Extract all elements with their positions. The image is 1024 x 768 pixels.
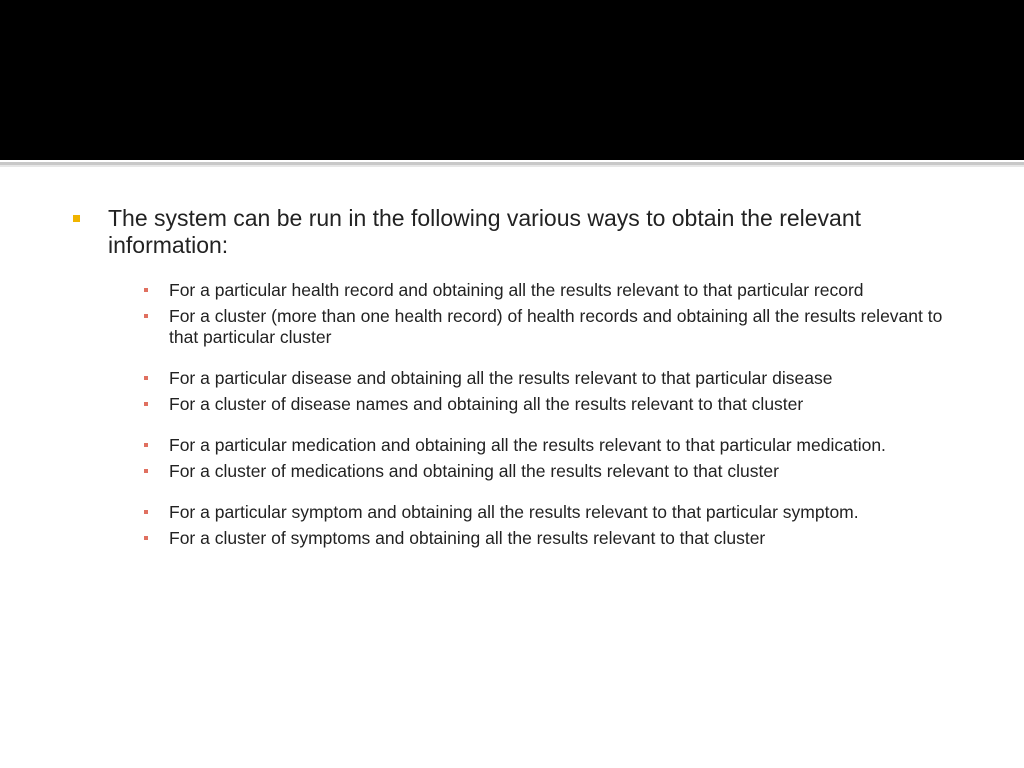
sub-bullet-group-record bbox=[143, 280, 973, 348]
main-bullet-text: The system can be run in the following various ways to obtain the relevant information: bbox=[108, 205, 862, 258]
sub-bullet-text: For a cluster of symptoms and obtaining all the results relevant to that cluster bbox=[169, 528, 766, 548]
small-square-bullet-icon bbox=[144, 402, 148, 406]
sub-bullet-item bbox=[143, 435, 973, 456]
sub-bullet-text: For a cluster of disease names and obtaining all the results relevant to that cluster bbox=[169, 394, 804, 414]
small-square-bullet-icon bbox=[144, 376, 148, 380]
sub-bullet-item bbox=[143, 502, 973, 523]
small-square-bullet-icon bbox=[144, 288, 148, 292]
square-bullet-icon bbox=[73, 215, 80, 222]
sub-bullet-text: For a particular health record and obtaining all the results relevant to that particular record bbox=[169, 280, 864, 300]
sub-bullet-list bbox=[143, 280, 973, 549]
sub-bullet-item bbox=[143, 528, 973, 549]
small-square-bullet-icon bbox=[144, 443, 148, 447]
sub-bullet-item bbox=[143, 280, 973, 301]
small-square-bullet-icon bbox=[144, 469, 148, 473]
small-square-bullet-icon bbox=[144, 536, 148, 540]
title-divider bbox=[0, 160, 1024, 167]
slide-content bbox=[72, 205, 972, 569]
title-band bbox=[0, 0, 1024, 160]
sub-bullet-text: For a cluster of medications and obtaining all the results relevant to that cluster bbox=[169, 461, 779, 481]
sub-bullet-text: For a particular disease and obtaining all the results relevant to that particular disease bbox=[169, 368, 833, 388]
small-square-bullet-icon bbox=[144, 510, 148, 514]
sub-bullet-text: For a particular symptom and obtaining all the results relevant to that particular symptom. bbox=[169, 502, 859, 522]
sub-bullet-text: For a particular medication and obtaining all the results relevant to that particular medication. bbox=[169, 435, 886, 455]
sub-bullet-text: For a cluster (more than one health record) of health records and obtaining all the results relevant to that particular cluster bbox=[169, 306, 943, 347]
sub-bullet-group-medication bbox=[143, 435, 973, 482]
sub-bullet-item bbox=[143, 461, 973, 482]
sub-bullet-item bbox=[143, 306, 973, 348]
sub-bullet-group-symptom bbox=[143, 502, 973, 549]
small-square-bullet-icon bbox=[144, 314, 148, 318]
sub-bullet-group-disease bbox=[143, 368, 973, 415]
sub-bullet-item bbox=[143, 394, 973, 415]
sub-bullet-item bbox=[143, 368, 973, 389]
main-bullet-item bbox=[72, 205, 972, 259]
